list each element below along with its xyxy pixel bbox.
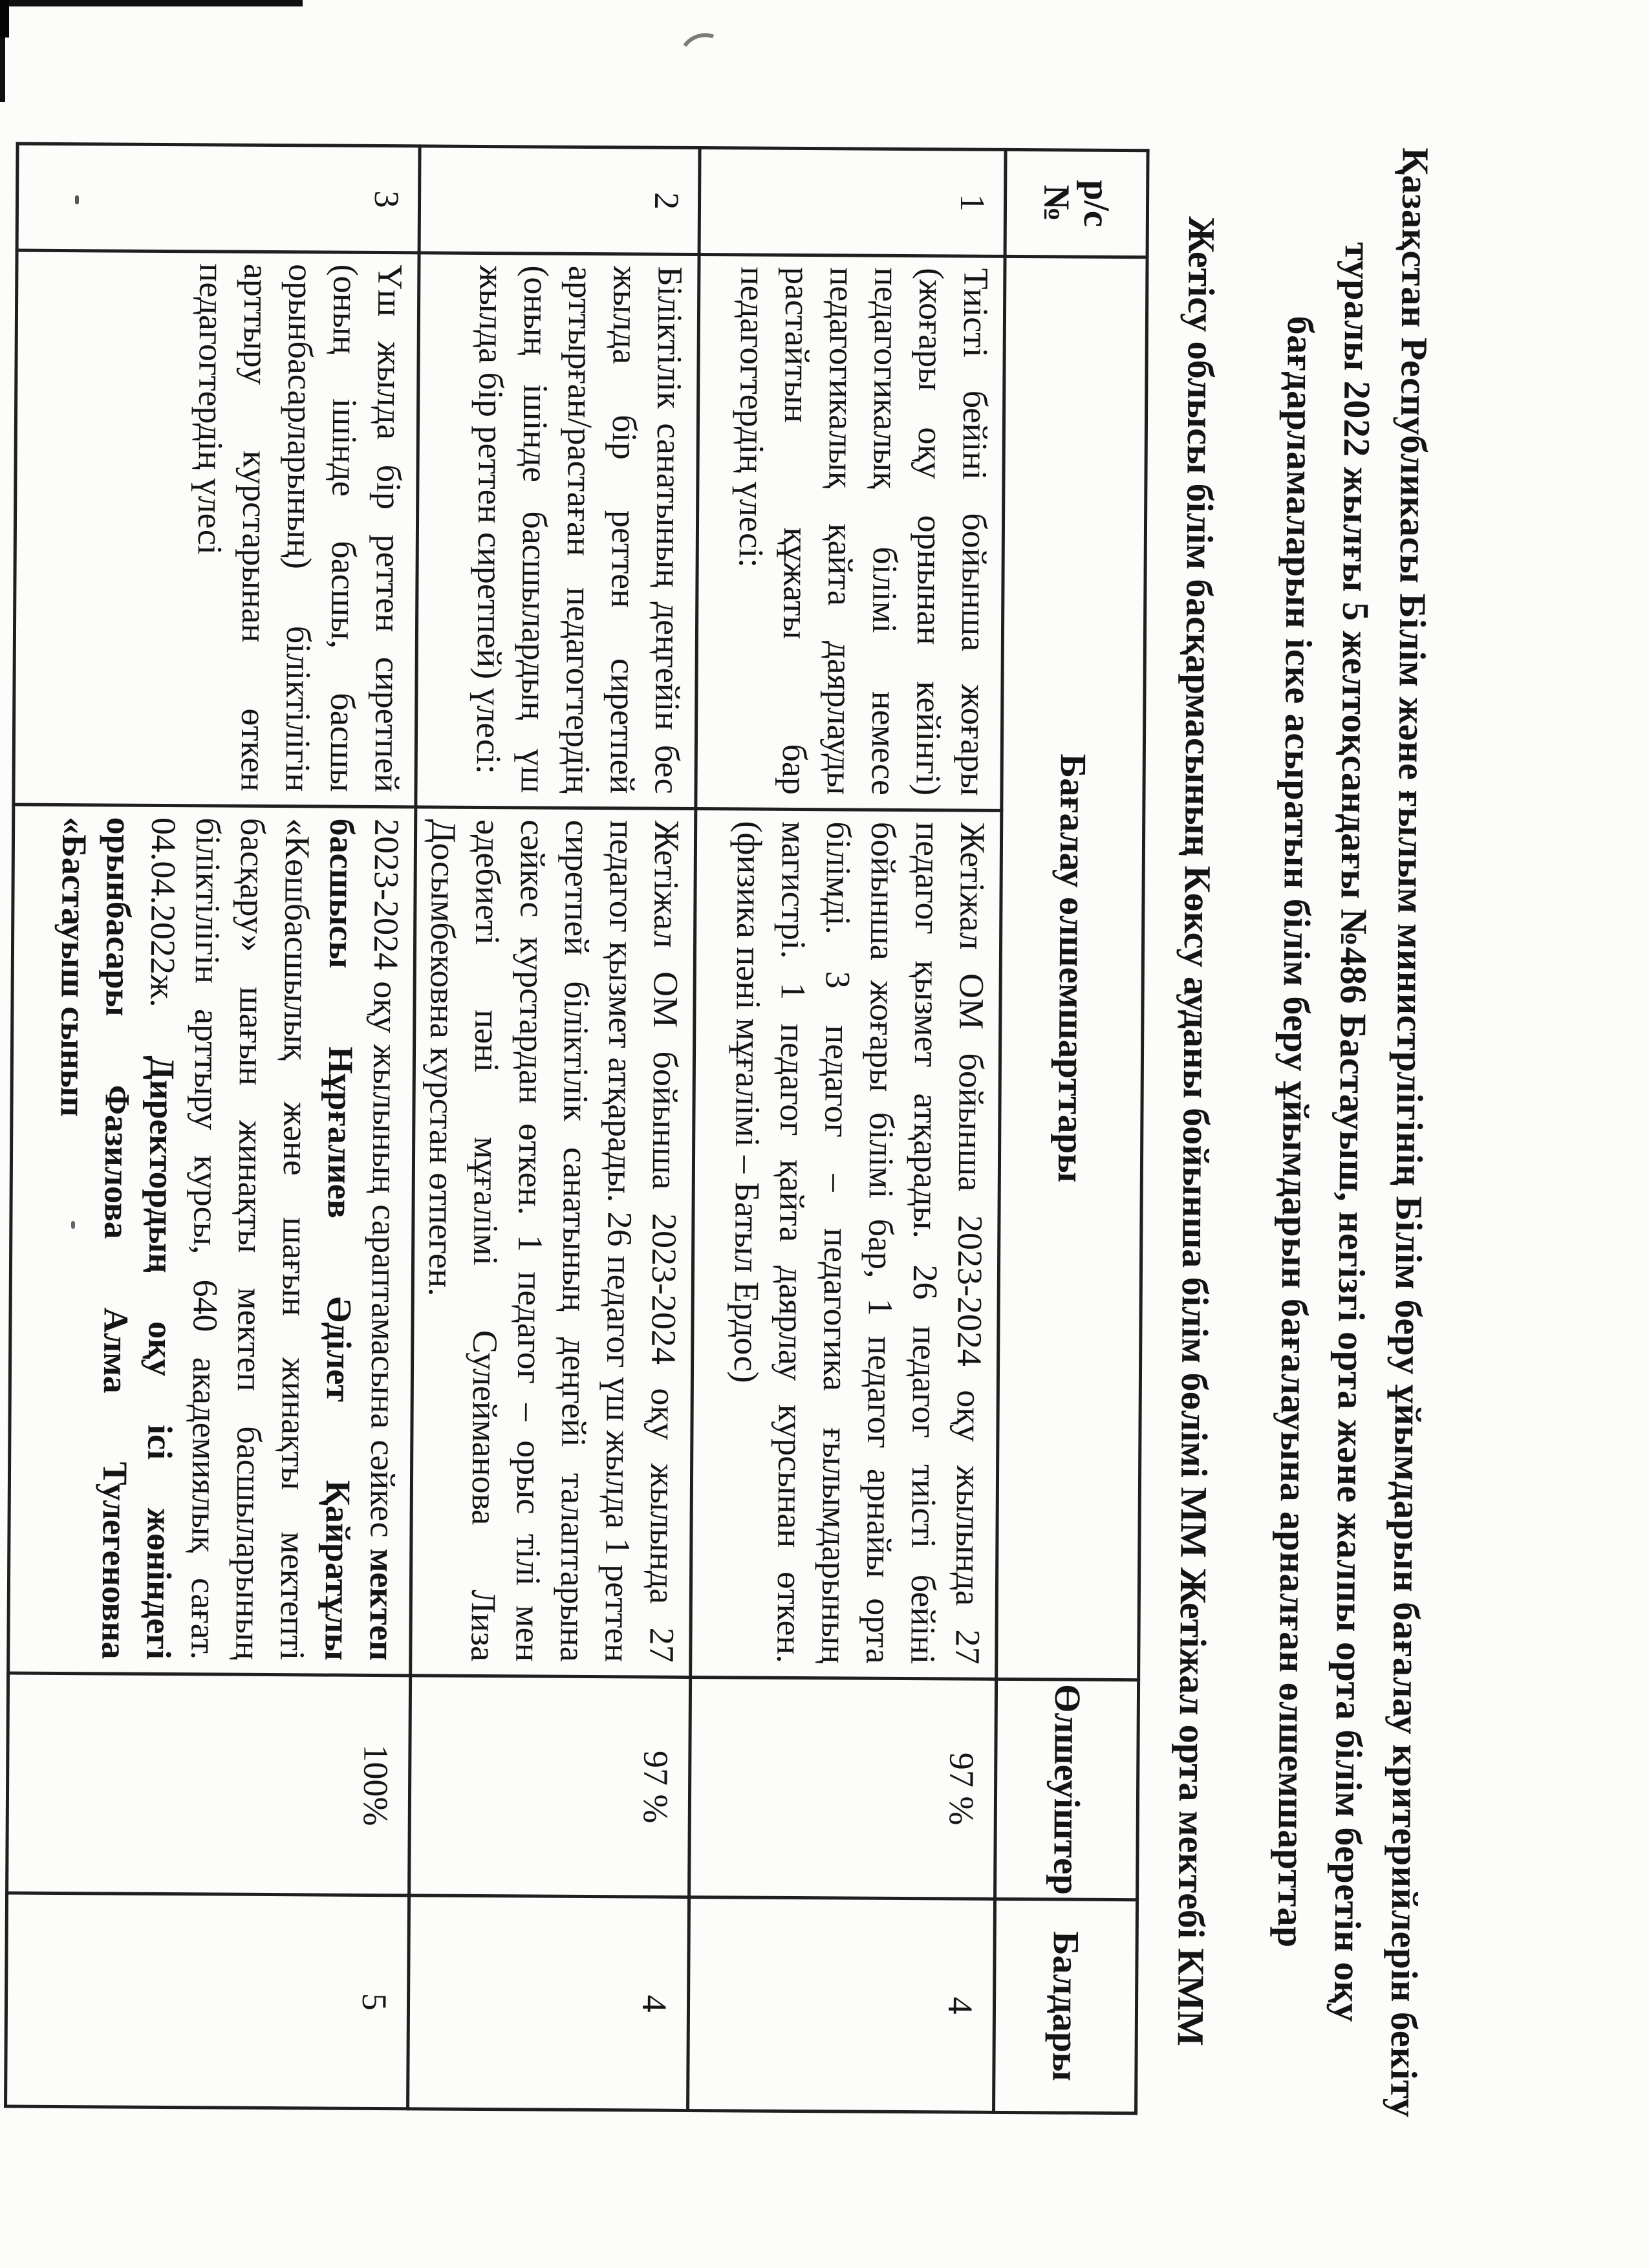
row3-number: 3 [17, 144, 420, 253]
header-points: Балдары [994, 1899, 1137, 2113]
evaluation-criteria-table [4, 142, 1150, 2115]
row1-criteria: Тиісті бейіні бойынша жоғары (жоғары оқу орнынан кейінгі) педагогикалық білімі немесе педагогикалық қайта даярлауды растайтын құжаты бар педагогтердің үлесі: [696, 255, 1005, 811]
row3-evidence-seg3: «Көшбасшылық және шағын жинақты мектепті басқару» шағын жинақты мектеп басшыларының біліктілігін арттыру курсы, 640 академиялық сағат. 04.04.2022ж. [142, 817, 318, 1661]
row3-evidence-deputy-name: Директордың оқу ісі жөніндегі орынбасары Фазилова Алма Тулегеновна «Бастауыш сынып [53, 816, 182, 1660]
row3-evidence-principal-name: мектеп басшысы Нұрғалиев Әділет Қайратұлы [318, 818, 402, 1661]
row2-number: 2 [419, 146, 700, 255]
row3-measure-value: 100% [7, 1673, 411, 1895]
document-subtitle: Жетісу облысы білім басқармасының Көксу ауданы бойынша білім бөлімі ММ Жетіжал орта мектебі КММ [1169, 216, 1223, 2047]
row3-evidence [8, 805, 416, 1676]
header-criteria: Бағалау өлшемшарттары [997, 256, 1147, 1679]
table-header-row [994, 149, 1148, 2113]
row1-evidence: Жетіжал ОМ бойынша 2023-2024 оқу жылында 27 педагог қызмет атқарады. 26 педагог тиісті бейіні бойынша жоғары білімі бар, 1 педагог арнайы орта білімді. 3 педагог – педагогика ғылымдарының магистрі. 1 педагог қайта даярлау курсынан өткен. (физика пәні мұғалімі – Батыл Ердос) [691, 809, 1002, 1679]
row2-criteria: Біліктілік санатының деңгейін бес жылда бір реттен сиретпей арттырған/растаған педагогтердің (оның ішінде басшылардың үш жылда бір реттен сиретпей) үлесі: [416, 253, 699, 809]
row2-evidence: Жетіжал ОМ бойынша 2023-2024 оқу жылында 27 педагог қызмет атқарады. 26 педагог үш жылда 1 реттен сиретпей біліктілік санатының деңгейі талаптарына сәйкес курстардан өткен. 1 педагог – орыс тілі мен әдебиеті пәні мұғалімі Сулейманова Лиза Досымбековна курстан өтпеген. [411, 807, 696, 1678]
header-measures: Өлшеуіштер [995, 1679, 1139, 1899]
table-row-3 [6, 144, 420, 2109]
document-title-block [1161, 0, 1445, 2267]
row1-points-value: 4 [688, 1897, 995, 2112]
row2-points-value: 4 [408, 1895, 689, 2111]
row3-points-value: 5 [6, 1893, 409, 2109]
header-row-number [1005, 149, 1148, 257]
title-line-1: Қазақстан Республикасы Білім және ғылым министрлігінің Білім беру ұйымдарын бағалау критерийлерін бекіту [1382, 147, 1437, 2118]
row2-measure-value: 97 % [409, 1676, 691, 1897]
table-row-1 [688, 148, 1006, 2113]
title-line-3: бағдарламаларын іске асыратын білім беру ұйымдарын бағалауына арналған өлшемшарттар [1269, 316, 1322, 1948]
row1-number: 1 [699, 148, 1006, 257]
title-line-2: туралы 2022 жылғы 5 желтоқсандағы №486 Бастауыш, негізгі орта және жалпы орта білім беретін оқу [1326, 242, 1379, 2023]
table-row-2 [408, 146, 700, 2111]
header-row-number-line1: р/с [1076, 180, 1117, 228]
row3-criteria: Үш жылда бір реттен сиретпей (оның ішінде басшы, басшы орынбасарларының) біліктілігін арттыру курстарынан өткен педагогтердің үлесі [14, 250, 419, 807]
row3-evidence-seg1: 2023-2024 оқу жылының сараптамасына сәйкес [363, 818, 407, 1549]
row1-measure-value: 97 % [689, 1677, 997, 1899]
header-row-number-line2: № [1036, 184, 1077, 222]
